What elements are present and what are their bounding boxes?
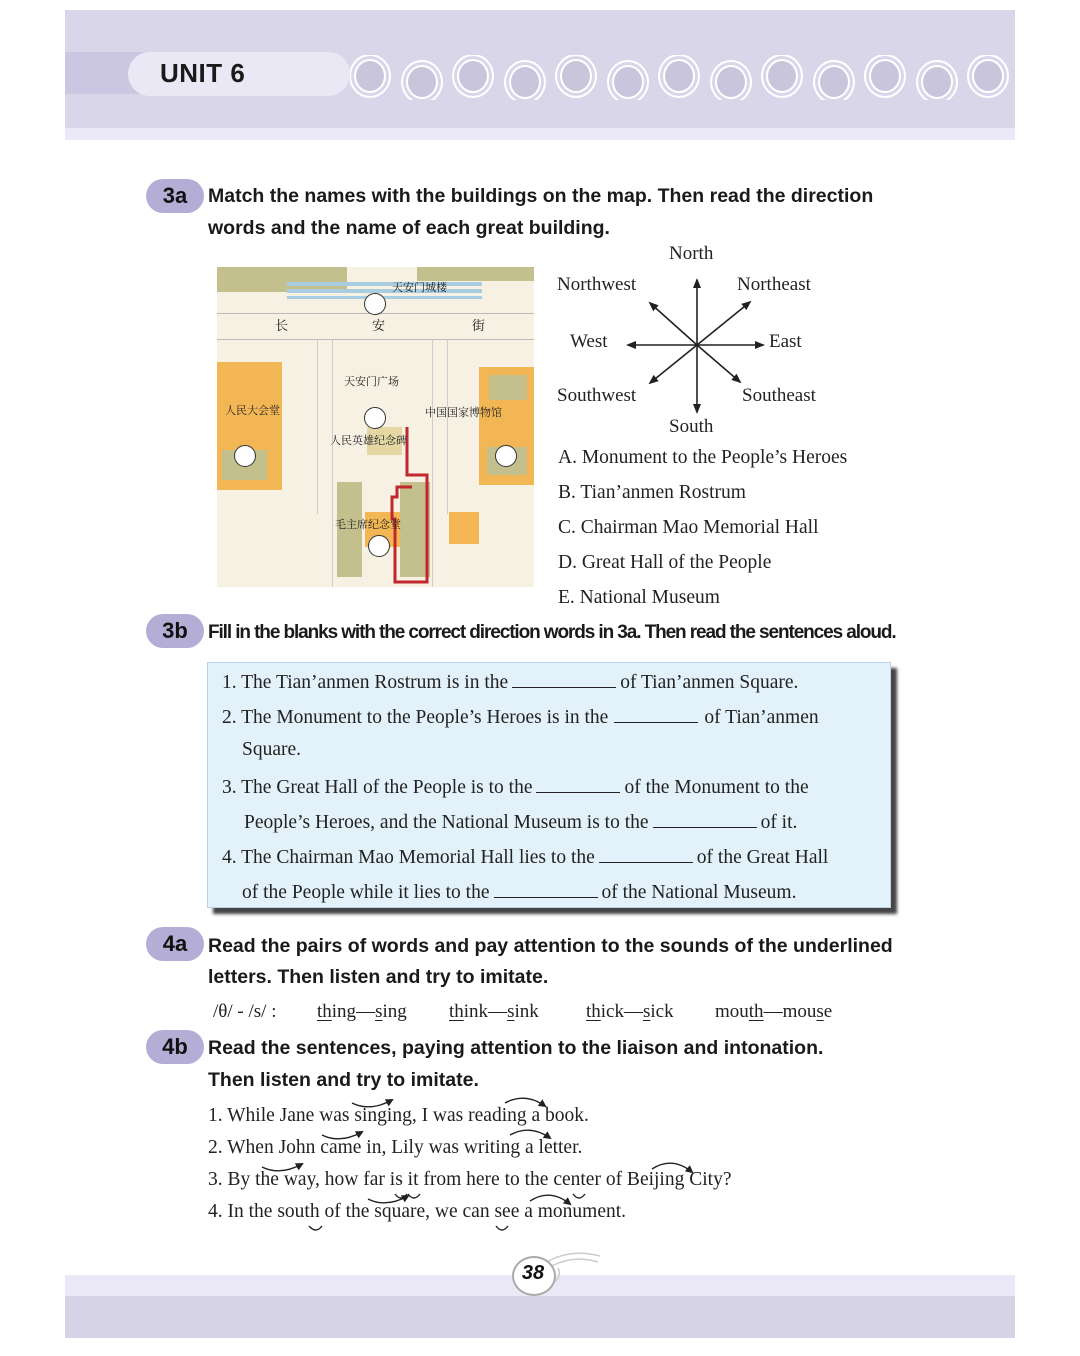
instruction-4b-line1: Read the sentences, paying attention to the liaison and intonation.	[208, 1037, 824, 1059]
instruction-3b: Fill in the blanks with the correct direction words in 3a. Then read the sentences aloud.	[208, 622, 896, 643]
compass-southwest: Southwest	[557, 385, 637, 406]
page-number: 38	[521, 1262, 545, 1284]
sentence-text: of the Monument to the	[624, 777, 809, 798]
word-part: ing	[382, 1001, 407, 1022]
instruction-4a-line1: Read the pairs of words and pay attention to the sounds of the underlined	[208, 935, 893, 957]
sentence-2	[222, 704, 819, 729]
map-label-tiananmen-gate: 天安门城楼	[392, 281, 447, 294]
instruction-3a-line1: Match the names with the buildings on the map. Then read the direction	[208, 185, 874, 207]
unit-title: UNIT 6	[160, 58, 246, 88]
sentence-text: 3. The Great Hall of the People is to the	[222, 777, 533, 798]
sentence-4	[222, 844, 828, 869]
map-label-mao-hall: 毛主席纪念堂	[335, 518, 401, 531]
underlined-letters: s	[507, 1001, 515, 1022]
binder-ring-icon	[354, 59, 386, 93]
binder-ring-icon	[818, 65, 850, 99]
answer-circle-museum[interactable]	[495, 445, 517, 467]
binder-ring-icon	[972, 59, 1004, 93]
blank-3a[interactable]	[536, 774, 620, 793]
option-d: D. Great Hall of the People	[558, 552, 772, 573]
rising-arrow	[652, 1163, 692, 1172]
phonetic-label: /θ/ - /s/ :	[213, 1001, 277, 1022]
word-pair-1	[317, 1001, 407, 1023]
instruction-4b-line2: Then listen and try to imitate.	[208, 1069, 479, 1091]
rising-arrow	[368, 1196, 408, 1203]
blank-1[interactable]	[512, 669, 616, 688]
compass-northwest: Northwest	[557, 274, 637, 295]
binder-ring-icon	[509, 65, 541, 99]
instruction-3a-line2: words and the name of each great building.	[208, 217, 610, 239]
binder-ring-icon	[560, 59, 592, 93]
compass-north: North	[669, 243, 714, 264]
sentence-3-cont	[244, 809, 797, 834]
exercise-badge-3b: 3b	[146, 614, 204, 648]
compass-southeast: Southeast	[742, 385, 816, 406]
dash: —	[356, 1001, 376, 1022]
word-part: ing	[331, 1001, 357, 1022]
footer-band	[65, 1296, 1015, 1338]
map-label-monument: 人民英雄纪念碑	[330, 434, 407, 447]
tiananmen-map	[217, 267, 534, 587]
binder-ring-icon	[406, 65, 438, 99]
underlined-letters: s	[816, 1001, 824, 1022]
liaison-link	[309, 1226, 322, 1230]
dash: —	[488, 1001, 508, 1022]
fill-in-box	[207, 662, 891, 908]
blank-2[interactable]	[614, 704, 698, 723]
answer-circle-rostrum[interactable]	[364, 293, 386, 315]
compass-northeast: Northeast	[737, 274, 811, 295]
binder-rings	[350, 55, 1015, 100]
binder-ring-icon	[457, 59, 489, 93]
word-part: mou	[782, 1001, 817, 1022]
underlined-letters: th	[748, 1001, 764, 1022]
exercise-badge-4b: 4b	[146, 1030, 204, 1064]
word-pair-2	[449, 1001, 539, 1023]
intonation-marks	[200, 1090, 800, 1240]
dash: —	[624, 1001, 643, 1022]
dash: —	[763, 1001, 783, 1022]
sentence-text: of the National Museum.	[601, 882, 797, 903]
underlined-letters: s	[375, 1001, 383, 1022]
blank-4b[interactable]	[494, 879, 598, 898]
answer-circle-monument[interactable]	[364, 407, 386, 429]
rising-arrow	[352, 1100, 392, 1107]
underlined-letters: s	[643, 1001, 651, 1022]
falling-arrow	[510, 1130, 550, 1138]
sentence-text: of Tian’anmen Square.	[620, 672, 799, 693]
map-label-great-hall: 人民大会堂	[225, 404, 280, 417]
rising-arrow	[322, 1132, 362, 1139]
header-strip	[65, 128, 1015, 140]
sentence-text: of it.	[760, 812, 798, 833]
sentence-text: 1. The Tian’anmen Rostrum is in the	[222, 672, 509, 693]
sentence-text: 4. The Chairman Mao Memorial Hall lies to the	[222, 847, 595, 868]
sentence-text: of the People while it lies to the	[242, 882, 490, 903]
underlined-letters: th	[449, 1001, 464, 1022]
sentence-text: of Tian’anmen	[704, 707, 819, 728]
binder-ring-icon	[921, 65, 953, 99]
rising-arrow	[262, 1164, 302, 1171]
map-label-jie: 街	[472, 319, 486, 334]
falling-arrow	[530, 1195, 570, 1204]
word-part: mou	[715, 1001, 749, 1022]
option-b: B. Tian’anmen Rostrum	[558, 482, 746, 503]
liaison-sentence-4: 4. In the south of the square, we can see a monument.	[208, 1201, 627, 1222]
liaison-link	[408, 1194, 420, 1198]
word-part: ick	[600, 1001, 624, 1022]
binder-ring-icon	[766, 59, 798, 93]
option-e: E. National Museum	[558, 587, 720, 608]
binder-ring-icon	[612, 65, 644, 99]
liaison-link	[496, 1226, 508, 1230]
exercise-badge-3a: 3a	[146, 179, 204, 213]
option-c: C. Chairman Mao Memorial Hall	[558, 517, 819, 538]
sentence-text: People’s Heroes, and the National Museum is to the	[244, 812, 649, 833]
falling-arrow	[505, 1098, 545, 1106]
binder-ring-icon	[663, 59, 695, 93]
compass-south: South	[669, 416, 714, 437]
word-part: e	[823, 1001, 833, 1022]
map-label-museum: 中国国家博物馆	[425, 406, 502, 419]
sentence-3	[222, 774, 809, 799]
underlined-letters: th	[317, 1001, 332, 1022]
compass-west: West	[570, 331, 608, 352]
instruction-4a-line2: letters. Then listen and try to imitate.	[208, 966, 549, 988]
binder-ring-icon	[869, 59, 901, 93]
binder-ring-icon	[715, 65, 747, 99]
liaison-sentence-2: 2. When John came in, Lily was writing a letter.	[208, 1137, 583, 1158]
liaison-sentence-3: 3. By the way, how far is it from here to the center of Beijing City?	[208, 1169, 732, 1190]
sentence-2-cont: Square.	[242, 739, 302, 760]
option-a: A. Monument to the People’s Heroes	[558, 447, 848, 468]
map-label-square: 天安门广场	[344, 375, 399, 388]
word-pair-3	[586, 1001, 674, 1023]
word-part: ink	[514, 1001, 539, 1022]
answer-circle-great-hall[interactable]	[234, 445, 256, 467]
liaison-link	[573, 1194, 585, 1198]
underlined-letters: th	[586, 1001, 601, 1022]
blank-4a[interactable]	[599, 844, 693, 863]
word-part: ink	[463, 1001, 489, 1022]
exercise-badge-4a: 4a	[146, 927, 204, 961]
compass-east: East	[769, 331, 802, 352]
liaison-sentence-1: 1. While Jane was singing, I was reading a book.	[208, 1105, 589, 1126]
sentence-text: 2. The Monument to the People’s Heroes is in the	[222, 707, 609, 728]
map-label-chang: 长	[275, 319, 289, 334]
answer-circle-mao-hall[interactable]	[368, 535, 390, 557]
sentence-4-cont	[242, 879, 796, 904]
sentence-text: of the Great Hall	[696, 847, 829, 868]
blank-3b[interactable]	[653, 809, 757, 828]
map-label-an: 安	[372, 319, 386, 334]
sentence-1	[222, 669, 798, 694]
word-pair-4	[715, 1001, 832, 1023]
word-part: ick	[650, 1001, 674, 1022]
